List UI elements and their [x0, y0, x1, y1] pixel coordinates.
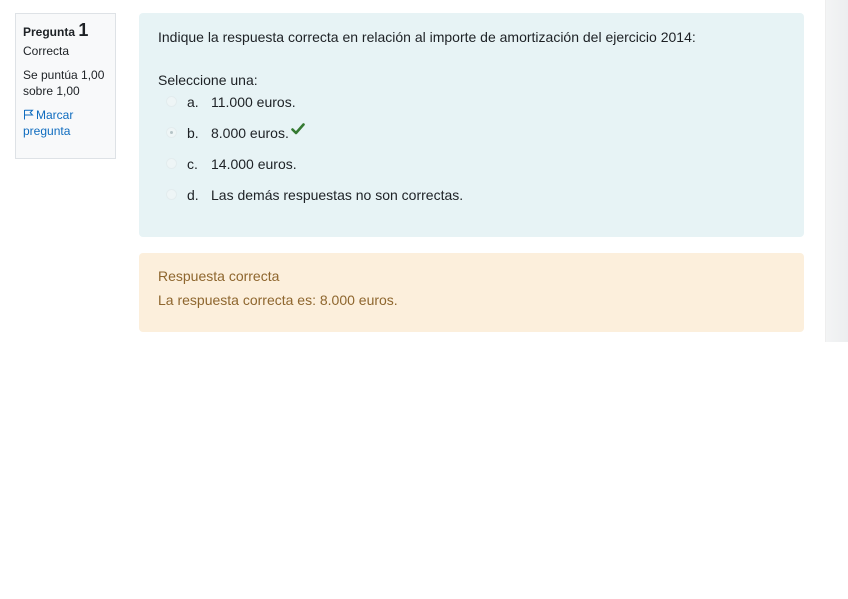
question-number-value: 1 [78, 20, 89, 40]
answer-text: Las demás respuestas no son correctas. [211, 187, 464, 203]
flag-question-label: Marcar pregunta [23, 108, 74, 138]
side-panel-edge [825, 0, 848, 342]
answer-radio-d[interactable] [166, 189, 177, 200]
question-state: Correcta [23, 44, 70, 58]
answer-radio-c[interactable] [166, 158, 177, 169]
question-content [139, 13, 804, 237]
answer-letter: d. [187, 187, 199, 203]
answer-text: 11.000 euros. [211, 94, 296, 110]
flag-question-link[interactable] [23, 107, 108, 139]
check-icon [291, 123, 305, 135]
question-info-panel [15, 13, 116, 159]
answer-letter: c. [187, 156, 198, 172]
answer-option-c[interactable] [158, 154, 785, 185]
answer-radio-b[interactable] [166, 127, 177, 138]
answer-text: 8.000 euros. [211, 125, 289, 141]
answer-option-b[interactable] [158, 123, 785, 154]
answer-text: 14.000 euros. [211, 156, 297, 172]
question-text: Indique la respuesta correcta en relación al importe de amortización del ejercicio 2014: [158, 29, 696, 45]
answer-radio-a[interactable] [166, 96, 177, 107]
question-number [23, 22, 108, 40]
answer-letter: a. [187, 94, 199, 110]
feedback-panel [139, 253, 804, 332]
answer-option-a[interactable] [158, 92, 785, 123]
flag-icon [23, 109, 34, 120]
correct-answer-text: La respuesta correcta es: 8.000 euros. [158, 292, 398, 308]
feedback-result: Respuesta correcta [158, 268, 280, 284]
answer-prompt: Seleccione una: [158, 72, 258, 88]
answer-option-d[interactable] [158, 185, 785, 216]
question-grade: Se puntúa 1,00 sobre 1,00 [23, 68, 105, 98]
answer-letter: b. [187, 125, 199, 141]
question-label: Pregunta [23, 25, 76, 39]
